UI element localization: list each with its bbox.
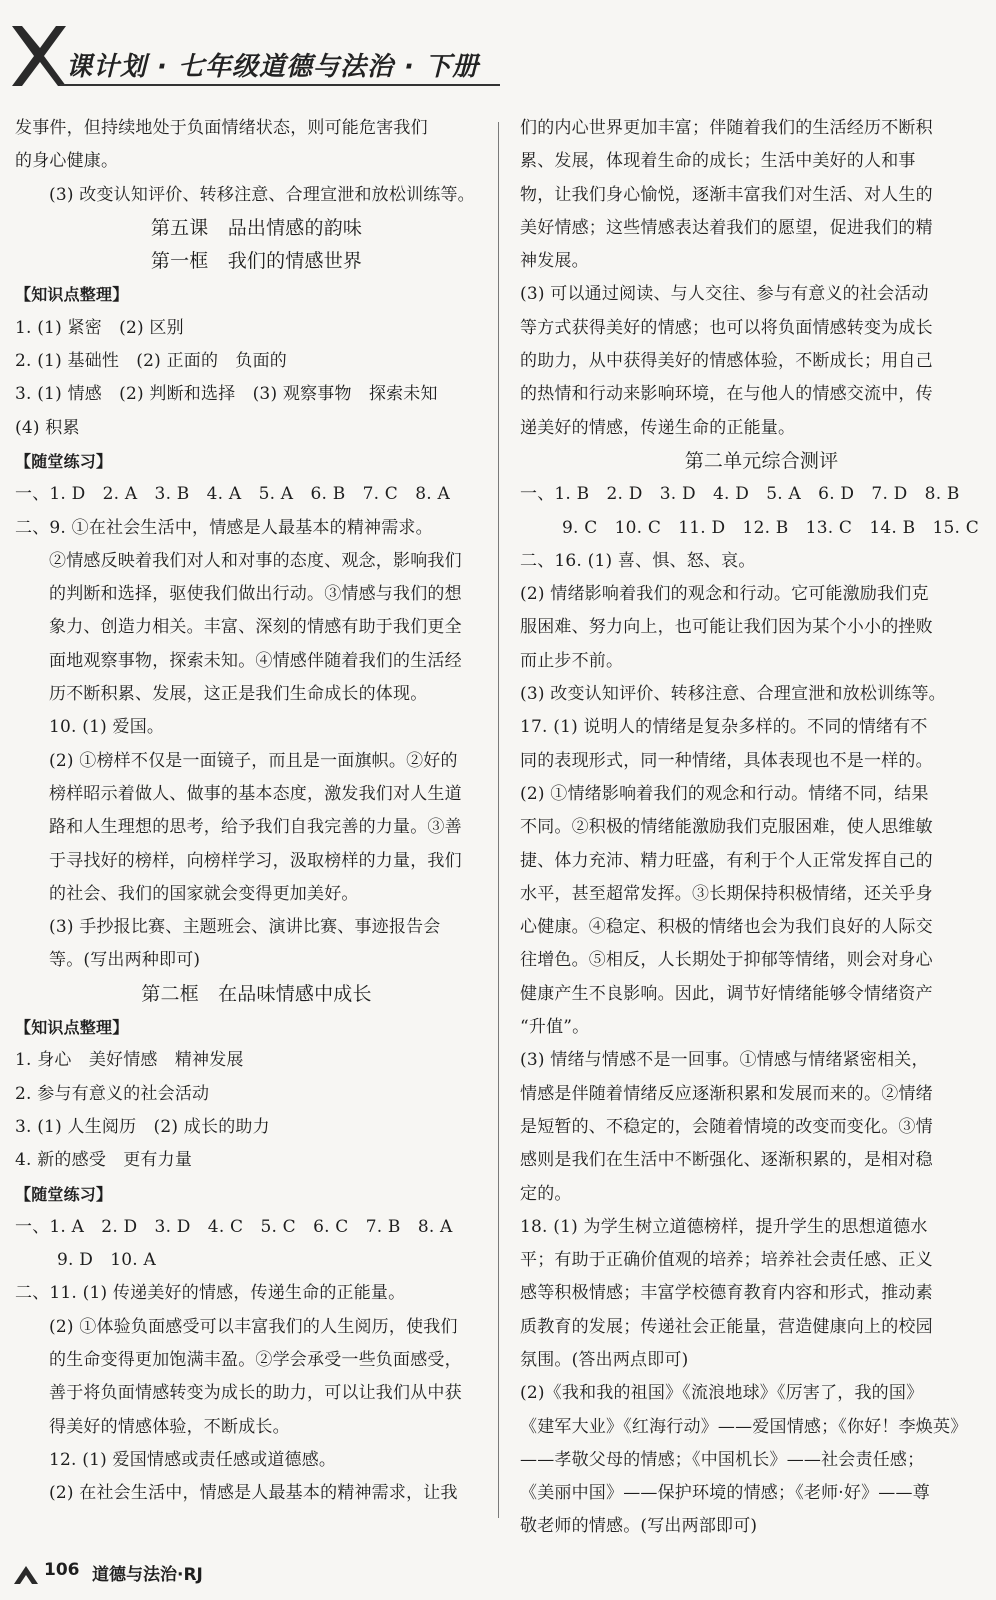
right-text-line: 18. (1) 为学生树立道德榜样，提升学生的思想道德水	[520, 1216, 928, 1237]
right-text-line: 美好情感；这些情感表达着我们的愿望，促进我们的精	[520, 217, 933, 238]
right-text-line: 《美丽中国》——保护环境的情感；《老师·好》——尊	[520, 1483, 930, 1504]
left-text-line: 1. 身心 美好情感 精神发展	[15, 1050, 244, 1071]
right-text-line: 往增色。⑤相反，人长期处于抑郁等情绪，则会对身心	[520, 950, 933, 971]
right-text-line: 一、1. B 2. D 3. D 4. D 5. A 6. D 7. D 8. B	[520, 484, 960, 505]
left-text-line: 的生命变得更加饱满丰盈。②学会承受一些负面感受，	[49, 1349, 462, 1370]
right-text-line: (2) 情绪影响着我们的观念和行动。它可能激励我们克	[520, 584, 929, 605]
left-text-line: 的社会、我们的国家就会变得更加美好。	[49, 883, 359, 904]
page-number: 106	[44, 1560, 80, 1580]
left-text-line: 3. (1) 情感 (2) 判断和选择 (3) 观察事物 探索未知	[15, 384, 438, 405]
right-text-line: 平；有助于正确价值观的培养；培养社会责任感、正义	[520, 1250, 933, 1271]
right-text-line: 捷、体力充沛、精力旺盛，有利于个人正常发挥自己的	[520, 850, 933, 871]
left-text-line: 路和人生理想的思考，给予我们自我完善的力量。③善	[49, 817, 462, 838]
right-text-line: 感则是我们在生活中不断强化、逐渐积累的，是相对稳	[520, 1150, 933, 1171]
right-text-line: (3) 改变认知评价、转移注意、合理宣泄和放松训练等。	[520, 684, 946, 705]
right-text-line: 们的内心世界更加丰富；伴随着我们的生活经历不断积	[520, 118, 933, 138]
footer-label: 道德与法治·RJ	[92, 1565, 203, 1585]
right-text-line: (3) 情绪与情感不是一回事。①情感与情绪紧密相关，	[520, 1050, 929, 1071]
header-title: 课计划 · 七年级道德与法治 · 下册	[66, 52, 479, 82]
left-text-line: (2) ①榜样不仅是一面镜子，而且是一面旗帜。②好的	[49, 750, 458, 771]
right-text-line: 二、16. (1) 喜、惧、怒、哀。	[520, 550, 756, 571]
right-text-line: 累、发展，体现着生命的成长；生活中美好的人和事	[520, 151, 916, 172]
column-divider	[498, 122, 499, 1518]
right-text-line: 水平，甚至超常发挥。③长期保持积极情绪，还关乎身	[520, 883, 933, 904]
right-text-line: 物，让我们身心愉悦，逐渐丰富我们对生活、对人生的	[520, 184, 933, 205]
left-text-line: 历不断积累、发展，这正是我们生命成长的体现。	[49, 684, 428, 705]
left-text-line: 于寻找好的榜样，向榜样学习，汲取榜样的力量，我们	[49, 850, 462, 871]
right-text-line: 同的表现形式，同一种情绪，具体表现也不是一样的。	[520, 750, 933, 771]
left-text-line: 12. (1) 爱国情感或责任感或道德感。	[49, 1449, 337, 1470]
page-header	[0, 0, 996, 92]
right-section-heading: 第二单元综合测评	[684, 449, 839, 472]
right-text-line: (3) 可以通过阅读、与人交往、参与有意义的社会活动	[520, 284, 929, 305]
left-text-line: 一、1. D 2. A 3. B 4. A 5. A 6. B 7. C 8. A	[15, 484, 450, 505]
left-text-line: 9. D 10. A	[57, 1250, 156, 1271]
right-text-line: “升值”。	[520, 1017, 590, 1038]
right-text-line: 不同。②积极的情绪能激励我们克服困难，使人思维敏	[520, 817, 933, 838]
left-text-line: 榜样昭示着做人、做事的基本态度，激发我们对人生道	[49, 783, 462, 804]
left-text-line: 面地观察事物，探索未知。④情感伴随着我们的生活经	[49, 650, 462, 671]
left-text-line: 3. (1) 人生阅历 (2) 成长的助力	[15, 1116, 270, 1137]
right-text-line: 质教育的发展；传递社会正能量，营造健康向上的校园	[520, 1316, 933, 1337]
left-text-line: 二、11. (1) 传递美好的情感，传递生命的正能量。	[15, 1283, 406, 1304]
left-text-line: 善于将负面情感转变为成长的助力，可以让我们从中获	[49, 1383, 462, 1404]
right-text-line: 心健康。④稳定、积极的情绪也会为我们良好的人际交	[520, 917, 933, 938]
left-text-line: 等。(写出两种即可)	[49, 950, 201, 971]
right-text-line: 氛围。(答出两点即可)	[520, 1349, 689, 1370]
left-section-heading: 第一框 我们的情感世界	[150, 250, 363, 273]
right-text-line: (2)《我和我的祖国》《流浪地球》《厉害了，我的国》	[520, 1383, 924, 1404]
left-text-line: (2) 在社会生活中，情感是人最基本的精神需求，让我	[49, 1483, 458, 1504]
right-text-line: 《建军大业》《红海行动》——爱国情感；《你好！李焕英》	[520, 1416, 968, 1437]
left-label: 【知识点整理】	[15, 1018, 129, 1038]
left-text-line: 象力、创造力相关。丰富、深刻的情感有助于我们更全	[49, 617, 462, 638]
left-section-heading: 第二框 在品味情感中成长	[141, 982, 372, 1005]
right-text-line: 敬老师的情感。(写出两部即可)	[520, 1516, 758, 1537]
left-text-line: 2. 参与有意义的社会活动	[15, 1083, 210, 1104]
left-label: 【随堂练习】	[15, 1184, 113, 1204]
right-text-line: 等方式获得美好的情感；也可以将负面情感转变为成长	[520, 317, 933, 338]
right-text-line: 神发展。	[520, 251, 589, 272]
right-text-line: 服困难、努力向上，也可能让我们因为某个小小的挫败	[520, 617, 933, 638]
left-text-line: (3) 改变认知评价、转移注意、合理宣泄和放松训练等。	[49, 184, 475, 205]
left-text-line: 10. (1) 爱国。	[49, 717, 165, 738]
left-label: 【随堂练习】	[15, 451, 113, 471]
left-text-line: 二、9. ①在社会生活中，情感是人最基本的精神需求。	[15, 517, 433, 538]
right-text-line: ——孝敬父母的情感；《中国机长》——社会责任感；	[520, 1449, 925, 1470]
left-column	[15, 112, 490, 1510]
left-text-line: 一、1. A 2. D 3. D 4. C 5. C 6. C 7. B 8. A	[15, 1216, 453, 1237]
header-rule	[60, 84, 500, 86]
right-text-line: 是短暂的、不稳定的，会随着情境的改变而变化。③情	[520, 1116, 933, 1137]
footer-logo-icon	[12, 1558, 40, 1586]
left-text-line: (3) 手抄报比赛、主题班会、演讲比赛、事迹报告会	[49, 917, 441, 938]
left-text-line: 得美好的情感体验，不断成长。	[49, 1416, 290, 1437]
left-text-line: 发事件，但持续地处于负面情绪状态，则可能危害我们	[15, 118, 428, 138]
right-text-line: 定的。	[520, 1183, 572, 1204]
right-text-line: 9. C 10. C 11. D 12. B 13. C 14. B 15. C	[562, 517, 979, 538]
left-label: 【知识点整理】	[15, 285, 129, 305]
right-text-line: 情感是伴随着情绪反应逐渐积累和发展而来的。②情绪	[520, 1083, 933, 1104]
right-text-line: 健康产生不良影响。因此，调节好情绪能够令情绪资产	[520, 983, 933, 1004]
left-text-line: 的判断和选择，驱使我们做出行动。③情感与我们的想	[49, 584, 462, 605]
right-text-line: 的助力，从中获得美好的情感体验，不断成长；用自己	[520, 351, 933, 372]
left-text-line: 1. (1) 紧密 (2) 区别	[15, 317, 184, 338]
right-column	[520, 112, 995, 1544]
left-text-line: ②情感反映着我们对人和对事的态度、观念，影响我们	[49, 550, 462, 571]
book-logo-icon	[10, 20, 66, 92]
right-text-line: 而止步不前。	[520, 650, 624, 671]
right-text-line: 17. (1) 说明人的情绪是复杂多样的。不同的情绪有不	[520, 717, 928, 738]
left-text-line: (4) 积累	[15, 417, 80, 438]
left-text-line: 2. (1) 基础性 (2) 正面的 负面的	[15, 351, 287, 372]
left-text-line: 的身心健康。	[15, 151, 119, 172]
page-footer	[12, 1552, 612, 1588]
right-text-line: 的热情和行动来影响环境，在与他人的情感交流中，传	[520, 384, 933, 405]
left-text-line: 4. 新的感受 更有力量	[15, 1150, 193, 1171]
right-text-line: 感等积极情感；丰富学校德育教育内容和形式，推动素	[520, 1283, 933, 1304]
right-text-line: (2) ①情绪影响着我们的观念和行动。情绪不同，结果	[520, 783, 929, 804]
left-section-heading: 第五课 品出情感的韵味	[150, 216, 363, 239]
right-text-line: 递美好的情感，传递生命的正能量。	[520, 417, 796, 438]
left-text-line: (2) ①体验负面感受可以丰富我们的人生阅历，使我们	[49, 1316, 458, 1337]
